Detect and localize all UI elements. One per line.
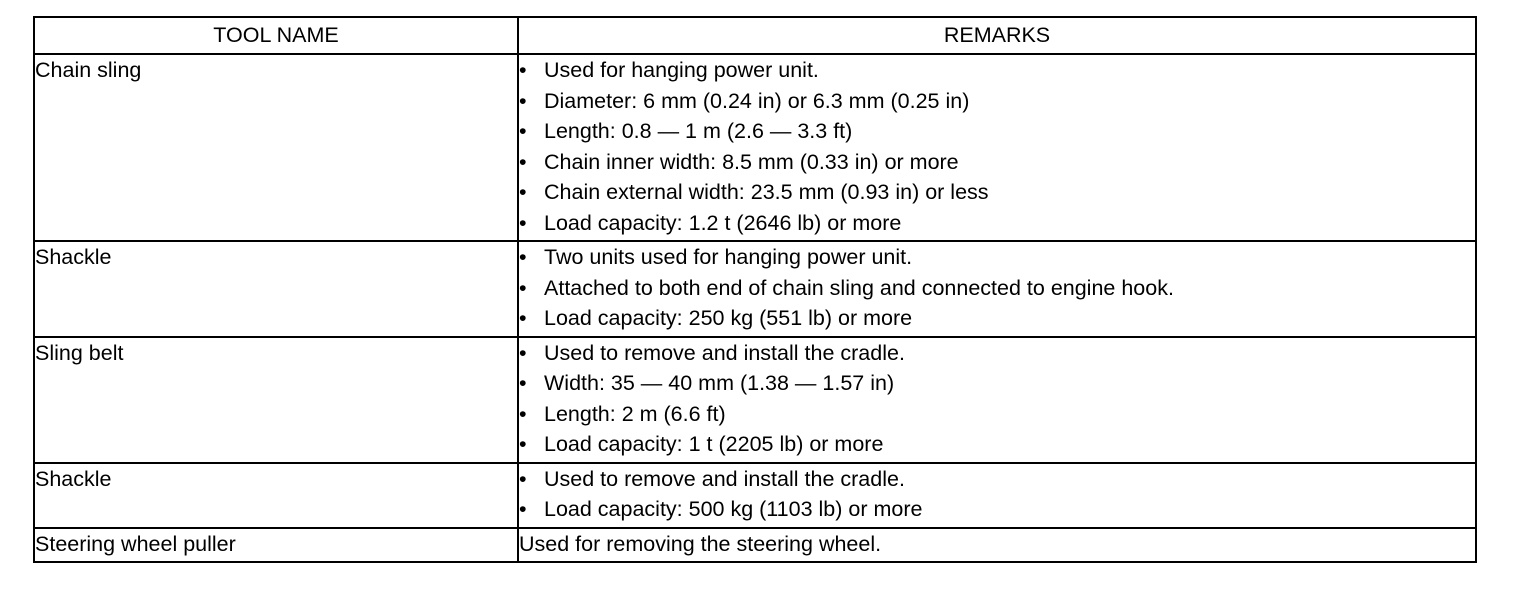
tool-name-cell: Sling belt xyxy=(34,337,518,463)
list-item: • Chain inner width: 8.5 mm (0.33 in) or more xyxy=(519,147,1475,178)
list-item: • Load capacity: 1 t (2205 lb) or more xyxy=(519,429,1475,460)
remarks-cell xyxy=(518,528,1476,563)
tool-name-cell: Shackle xyxy=(34,463,518,528)
remarks-list xyxy=(519,242,1475,334)
tool-name-cell: Shackle xyxy=(34,241,518,337)
header-row xyxy=(34,17,1476,54)
list-item: • Chain external width: 23.5 mm (0.93 in) or less xyxy=(519,177,1475,208)
list-item: • Load capacity: 1.2 t (2646 lb) or more xyxy=(519,208,1475,239)
remark-text: Used for removing the steering wheel. xyxy=(519,531,882,556)
tool-name-cell: Steering wheel puller xyxy=(34,528,518,563)
list-item: • Attached to both end of chain sling and connected to engine hook. xyxy=(519,273,1475,304)
list-item: • Length: 0.8 — 1 m (2.6 — 3.3 ft) xyxy=(519,116,1475,147)
tool-name-cell: Chain sling xyxy=(34,54,518,241)
table-row xyxy=(34,528,1476,563)
table-row xyxy=(34,337,1476,463)
tools-table xyxy=(33,16,1477,563)
table-row xyxy=(34,54,1476,241)
list-item: • Width: 35 — 40 mm (1.38 — 1.57 in) xyxy=(519,368,1475,399)
table-row xyxy=(34,463,1476,528)
remarks-cell xyxy=(518,337,1476,463)
remarks-cell xyxy=(518,463,1476,528)
header-tool-name: TOOL NAME xyxy=(34,17,518,54)
list-item: • Used for hanging power unit. xyxy=(519,55,1475,86)
header-remarks: REMARKS xyxy=(518,17,1476,54)
remarks-cell xyxy=(518,54,1476,241)
list-item: • Load capacity: 500 kg (1103 lb) or more xyxy=(519,494,1475,525)
remarks-list xyxy=(519,338,1475,460)
list-item: • Load capacity: 250 kg (551 lb) or more xyxy=(519,303,1475,334)
list-item: • Two units used for hanging power unit. xyxy=(519,242,1475,273)
table-row xyxy=(34,241,1476,337)
remarks-list xyxy=(519,55,1475,238)
list-item: • Used to remove and install the cradle. xyxy=(519,338,1475,369)
list-item: • Length: 2 m (6.6 ft) xyxy=(519,399,1475,430)
remarks-cell xyxy=(518,241,1476,337)
list-item: • Diameter: 6 mm (0.24 in) or 6.3 mm (0.25 in) xyxy=(519,86,1475,117)
remarks-list xyxy=(519,464,1475,525)
list-item: • Used to remove and install the cradle. xyxy=(519,464,1475,495)
